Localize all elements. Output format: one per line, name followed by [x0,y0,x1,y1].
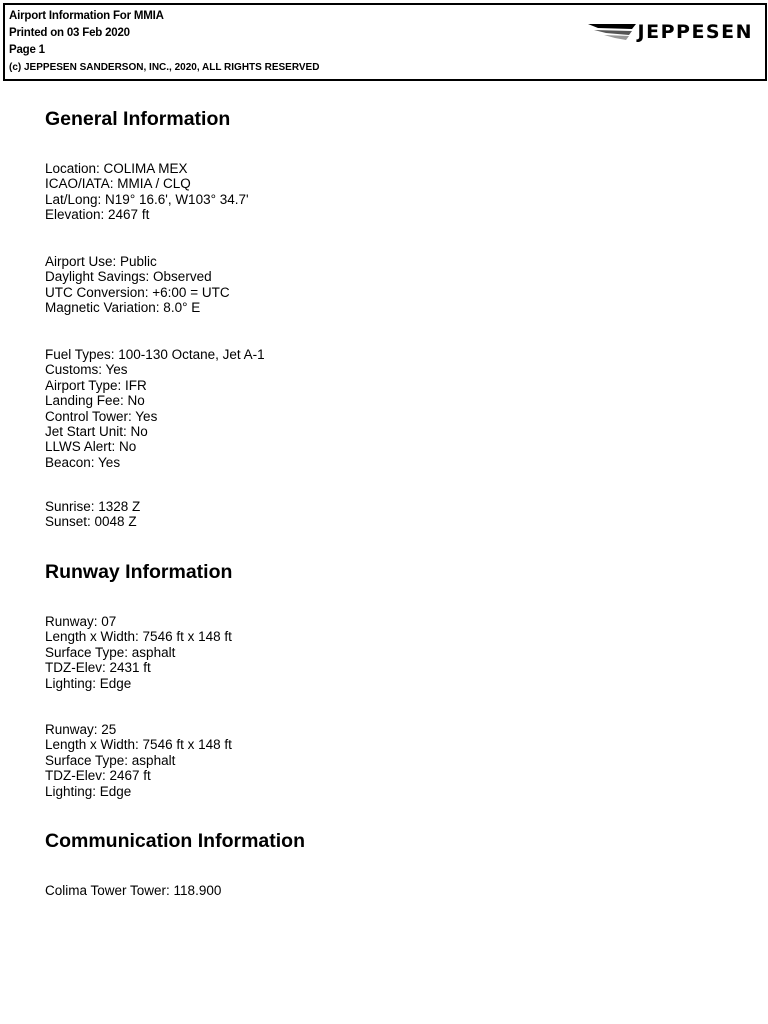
runway-tdz-elev-line: TDZ-Elev: 2467 ft [45,768,151,784]
runway-information-heading: Runway Information [45,561,233,583]
header-copyright: (c) JEPPESEN SANDERSON, INC., 2020, ALL RIGHTS RESERVED [9,62,320,73]
communication-frequencies-group [45,883,221,898]
tower-frequency-line: Colima Tower Tower: 118.900 [45,883,222,898]
header-title: Airport Information For MMIA [9,10,164,22]
fuel-types-line: Fuel Types: 100-130 Octane, Jet A-1 [45,347,265,362]
beacon-line: Beacon: Yes [45,454,121,470]
sunrise-line: Sunrise: 1328 Z [45,499,141,514]
llws-alert-line: LLWS Alert: No [45,439,137,455]
runway-07-group [45,614,232,691]
runway-lighting-line: Lighting: Edge [45,675,132,691]
runway-lighting-line: Lighting: Edge [45,783,132,799]
runway-surface-line: Surface Type: asphalt [45,752,176,768]
general-usage-group [45,254,230,316]
runway-dimensions-line: Length x Width: 7546 ft x 148 ft [45,629,232,645]
jeppesen-logo [588,19,753,45]
jeppesen-logo-text: JEPPESEN [637,21,753,43]
general-sun-times-group [45,499,140,530]
runway-id-line: Runway: 07 [45,614,117,629]
general-information-heading: General Information [45,108,231,130]
document-header [3,3,767,81]
runway-dimensions-line: Length x Width: 7546 ft x 148 ft [45,737,232,753]
header-print-date: Printed on 03 Feb 2020 [9,27,130,39]
runway-surface-line: Surface Type: asphalt [45,644,176,660]
utc-conversion-line: UTC Conversion: +6:00 = UTC [45,284,230,300]
airport-use-line: Airport Use: Public [45,254,157,269]
jet-start-unit-line: Jet Start Unit: No [45,424,148,440]
general-location-group [45,161,249,223]
runway-tdz-elev-line: TDZ-Elev: 2431 ft [45,660,151,676]
runway-25-group [45,722,232,799]
daylight-savings-line: Daylight Savings: Observed [45,269,212,285]
lat-long-line: Lat/Long: N19° 16.6', W103° 34.7' [45,191,249,207]
elevation-line: Elevation: 2467 ft [45,207,150,223]
jeppesen-swoosh-icon [588,21,636,43]
header-page-number: Page 1 [9,44,45,56]
airport-type-line: Airport Type: IFR [45,377,147,393]
runway-id-line: Runway: 25 [45,722,117,737]
magnetic-variation-line: Magnetic Variation: 8.0° E [45,300,201,316]
customs-line: Customs: Yes [45,362,128,378]
general-services-group [45,347,265,470]
communication-information-heading: Communication Information [45,830,305,852]
location-line: Location: COLIMA MEX [45,161,188,176]
control-tower-line: Control Tower: Yes [45,408,158,424]
icao-iata-line: ICAO/IATA: MMIA / CLQ [45,176,191,192]
header-text-block [9,8,319,76]
landing-fee-line: Landing Fee: No [45,393,145,409]
sunset-line: Sunset: 0048 Z [45,514,137,530]
